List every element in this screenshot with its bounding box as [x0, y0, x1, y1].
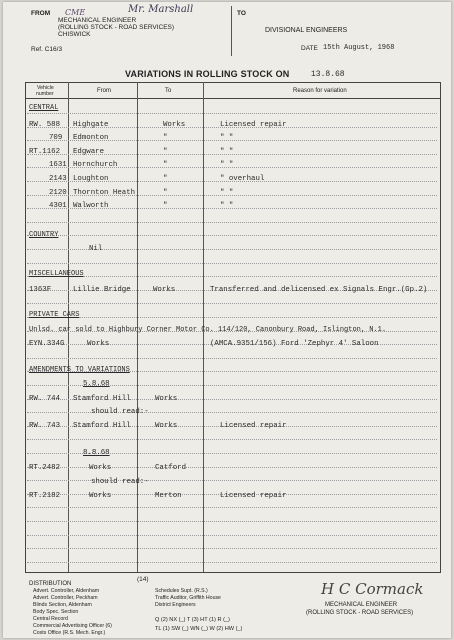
misc-num: 1363F	[29, 286, 52, 294]
private-reason: (AMCA.9351/156) Ford 'Zephyr 4' Saloon	[210, 340, 379, 348]
amend-3-from: Works	[89, 464, 112, 472]
amend-4-num: RT.2182	[29, 492, 61, 500]
central-row-from: Edmonton	[73, 134, 109, 142]
amend-3-to: Catford	[155, 464, 187, 472]
central-row-reason: Licensed repair	[220, 121, 287, 129]
ref-number: Ref. C16/3	[31, 46, 63, 53]
title-date: 13.8.68	[311, 70, 345, 79]
col-vehicle-2: number	[36, 91, 54, 97]
col-from: From	[97, 88, 111, 94]
amend-2-reason: Licensed repair	[220, 422, 287, 430]
row-rule	[27, 276, 437, 277]
amend-1-num: RW. 744	[29, 395, 61, 403]
from-handwritten-name: Mr. Marshall	[128, 4, 194, 15]
central-row-reason: " "	[220, 161, 234, 169]
private-num: EYN.334G	[29, 340, 65, 348]
from-line-3: CHISWICK	[58, 31, 91, 38]
section-misc: MISCELLANEOUS	[29, 270, 84, 278]
section-country: COUNTRY	[29, 231, 59, 239]
central-row-from: Hornchurch	[73, 161, 118, 169]
central-row-num: 709	[49, 134, 63, 142]
amend-3-num: RT.2482	[29, 464, 61, 472]
central-row-from: Edgware	[73, 148, 105, 156]
col-reason: Reason for variation	[293, 88, 347, 94]
distribution-item: Blinds Section, Aldenham	[33, 602, 92, 608]
distribution-item: Traffic Auditor, Griffith House	[155, 595, 221, 601]
row-rule	[27, 480, 437, 481]
central-row-to: Works	[163, 121, 186, 129]
to-label: TO	[237, 10, 246, 17]
central-row-to: "	[163, 175, 168, 183]
amend-4-from: Works	[89, 492, 112, 500]
section-private: PRIVATE CARS	[29, 311, 80, 319]
misc-reason: Transferred and delicensed ex Signals Engr.(Gp.2)	[210, 286, 428, 294]
amend-2-to: Works	[155, 422, 178, 430]
country-nil: Nil	[89, 245, 103, 253]
central-row-reason: " "	[220, 189, 234, 197]
section-amendments: AMENDMENTS TO VARIATIONS	[29, 366, 130, 374]
central-row-num: 4301	[49, 202, 67, 210]
from-line-1: MECHANICAL ENGINEER	[58, 17, 137, 24]
amend-date-1: 5.8.68	[83, 380, 110, 388]
date-label: DATE	[301, 45, 318, 52]
distribution-label: DISTRIBUTION	[29, 581, 72, 587]
central-row-to: "	[163, 148, 168, 156]
amend-1-from: Stamford Hill	[73, 395, 131, 403]
header-divider	[231, 6, 232, 56]
col-to: To	[165, 88, 172, 94]
central-row-num: 2143	[49, 175, 67, 183]
amend-should-read-1: should read:-	[91, 408, 149, 416]
distribution-item: Schedules Supt. (R.S.)	[155, 588, 208, 594]
amend-should-read-2: should read:-	[91, 478, 149, 486]
row-rule	[27, 548, 437, 549]
central-row-num: RW. 588	[29, 121, 61, 129]
row-rule	[27, 412, 437, 413]
row-rule	[27, 317, 437, 318]
central-row-to: "	[163, 134, 168, 142]
district-codes-2: TL (1) SW (_) WN (_) W (2) HW (_)	[155, 626, 243, 632]
central-row-num: 1631	[49, 161, 67, 169]
row-rule	[27, 303, 437, 304]
from-line-2: (ROLLING STOCK - ROAD SERVICES)	[58, 24, 175, 31]
row-rule	[27, 263, 437, 264]
row-rule	[27, 535, 437, 536]
central-row-from: Highgate	[73, 121, 109, 129]
central-row-reason: " overhaul	[220, 175, 265, 183]
distribution-item: Advert. Controller, Aldenham	[33, 588, 100, 594]
amend-2-from: Stamford Hill	[73, 422, 131, 430]
row-rule	[27, 562, 437, 563]
distribution-item: District Engineers	[155, 602, 196, 608]
distribution-item: Advert. Controller, Peckham	[33, 595, 98, 601]
row-rule	[27, 439, 437, 440]
amend-1-to: Works	[155, 395, 178, 403]
sign-subtitle: (ROLLING STOCK - ROAD SERVICES)	[306, 610, 414, 616]
central-row-from: Loughton	[73, 175, 109, 183]
distribution-item: Costs Office (R.S. Mech. Engr.)	[33, 630, 106, 636]
from-stamp: CME	[65, 8, 86, 17]
distribution-item: Central Record	[33, 616, 68, 622]
distribution-item: Body Spec. Section	[33, 609, 79, 615]
central-row-from: Walworth	[73, 202, 109, 210]
row-rule	[27, 521, 437, 522]
from-label: FROM	[31, 10, 51, 17]
sign-title: MECHANICAL ENGINEER	[325, 602, 398, 608]
section-central: CENTRAL	[29, 104, 59, 112]
row-rule	[27, 222, 437, 223]
signature: H C Cormack	[321, 580, 424, 598]
row-rule	[27, 507, 437, 508]
col-vehicle-1: Vehicle	[37, 85, 54, 91]
to-value: DIVISIONAL ENGINEERS	[265, 27, 348, 34]
central-row-from: Thornton Heath	[73, 189, 136, 197]
central-row-to: "	[163, 161, 168, 169]
central-row-to: "	[163, 202, 168, 210]
central-row-reason: " "	[220, 134, 234, 142]
private-line-1: Unlsd. car sold to Highbury Corner Motor Co. 114/120, Canonbury Road, Islington, N.1.	[29, 326, 387, 334]
central-row-reason: " "	[220, 202, 234, 210]
district-codes-1: Q (2) NX (_) T (3) HT (1) R (_)	[155, 617, 230, 623]
misc-to: Works	[153, 286, 176, 294]
row-rule	[27, 113, 437, 114]
amend-date-2: 8.8.68	[83, 449, 110, 457]
misc-from: Lillie Bridge	[73, 286, 131, 294]
distribution-item: Commercial Advertising Officer (6)	[33, 623, 112, 629]
form-title: VARIATIONS IN ROLLING STOCK ON	[125, 69, 290, 79]
distribution-count: (14)	[137, 576, 149, 583]
row-rule	[27, 235, 437, 236]
header-rule	[25, 98, 440, 99]
date-value: 15th August, 1968	[323, 44, 395, 52]
amend-2-num: RW. 743	[29, 422, 61, 430]
private-from: Works	[87, 340, 110, 348]
amend-4-to: Merton	[155, 492, 182, 500]
central-row-to: "	[163, 189, 168, 197]
central-row-reason: " "	[220, 148, 234, 156]
central-row-num: RT.1162	[29, 148, 61, 156]
central-row-num: 2120	[49, 189, 67, 197]
row-rule	[27, 358, 437, 359]
memo-sheet	[3, 2, 451, 638]
amend-4-reason: Licensed repair	[220, 492, 287, 500]
